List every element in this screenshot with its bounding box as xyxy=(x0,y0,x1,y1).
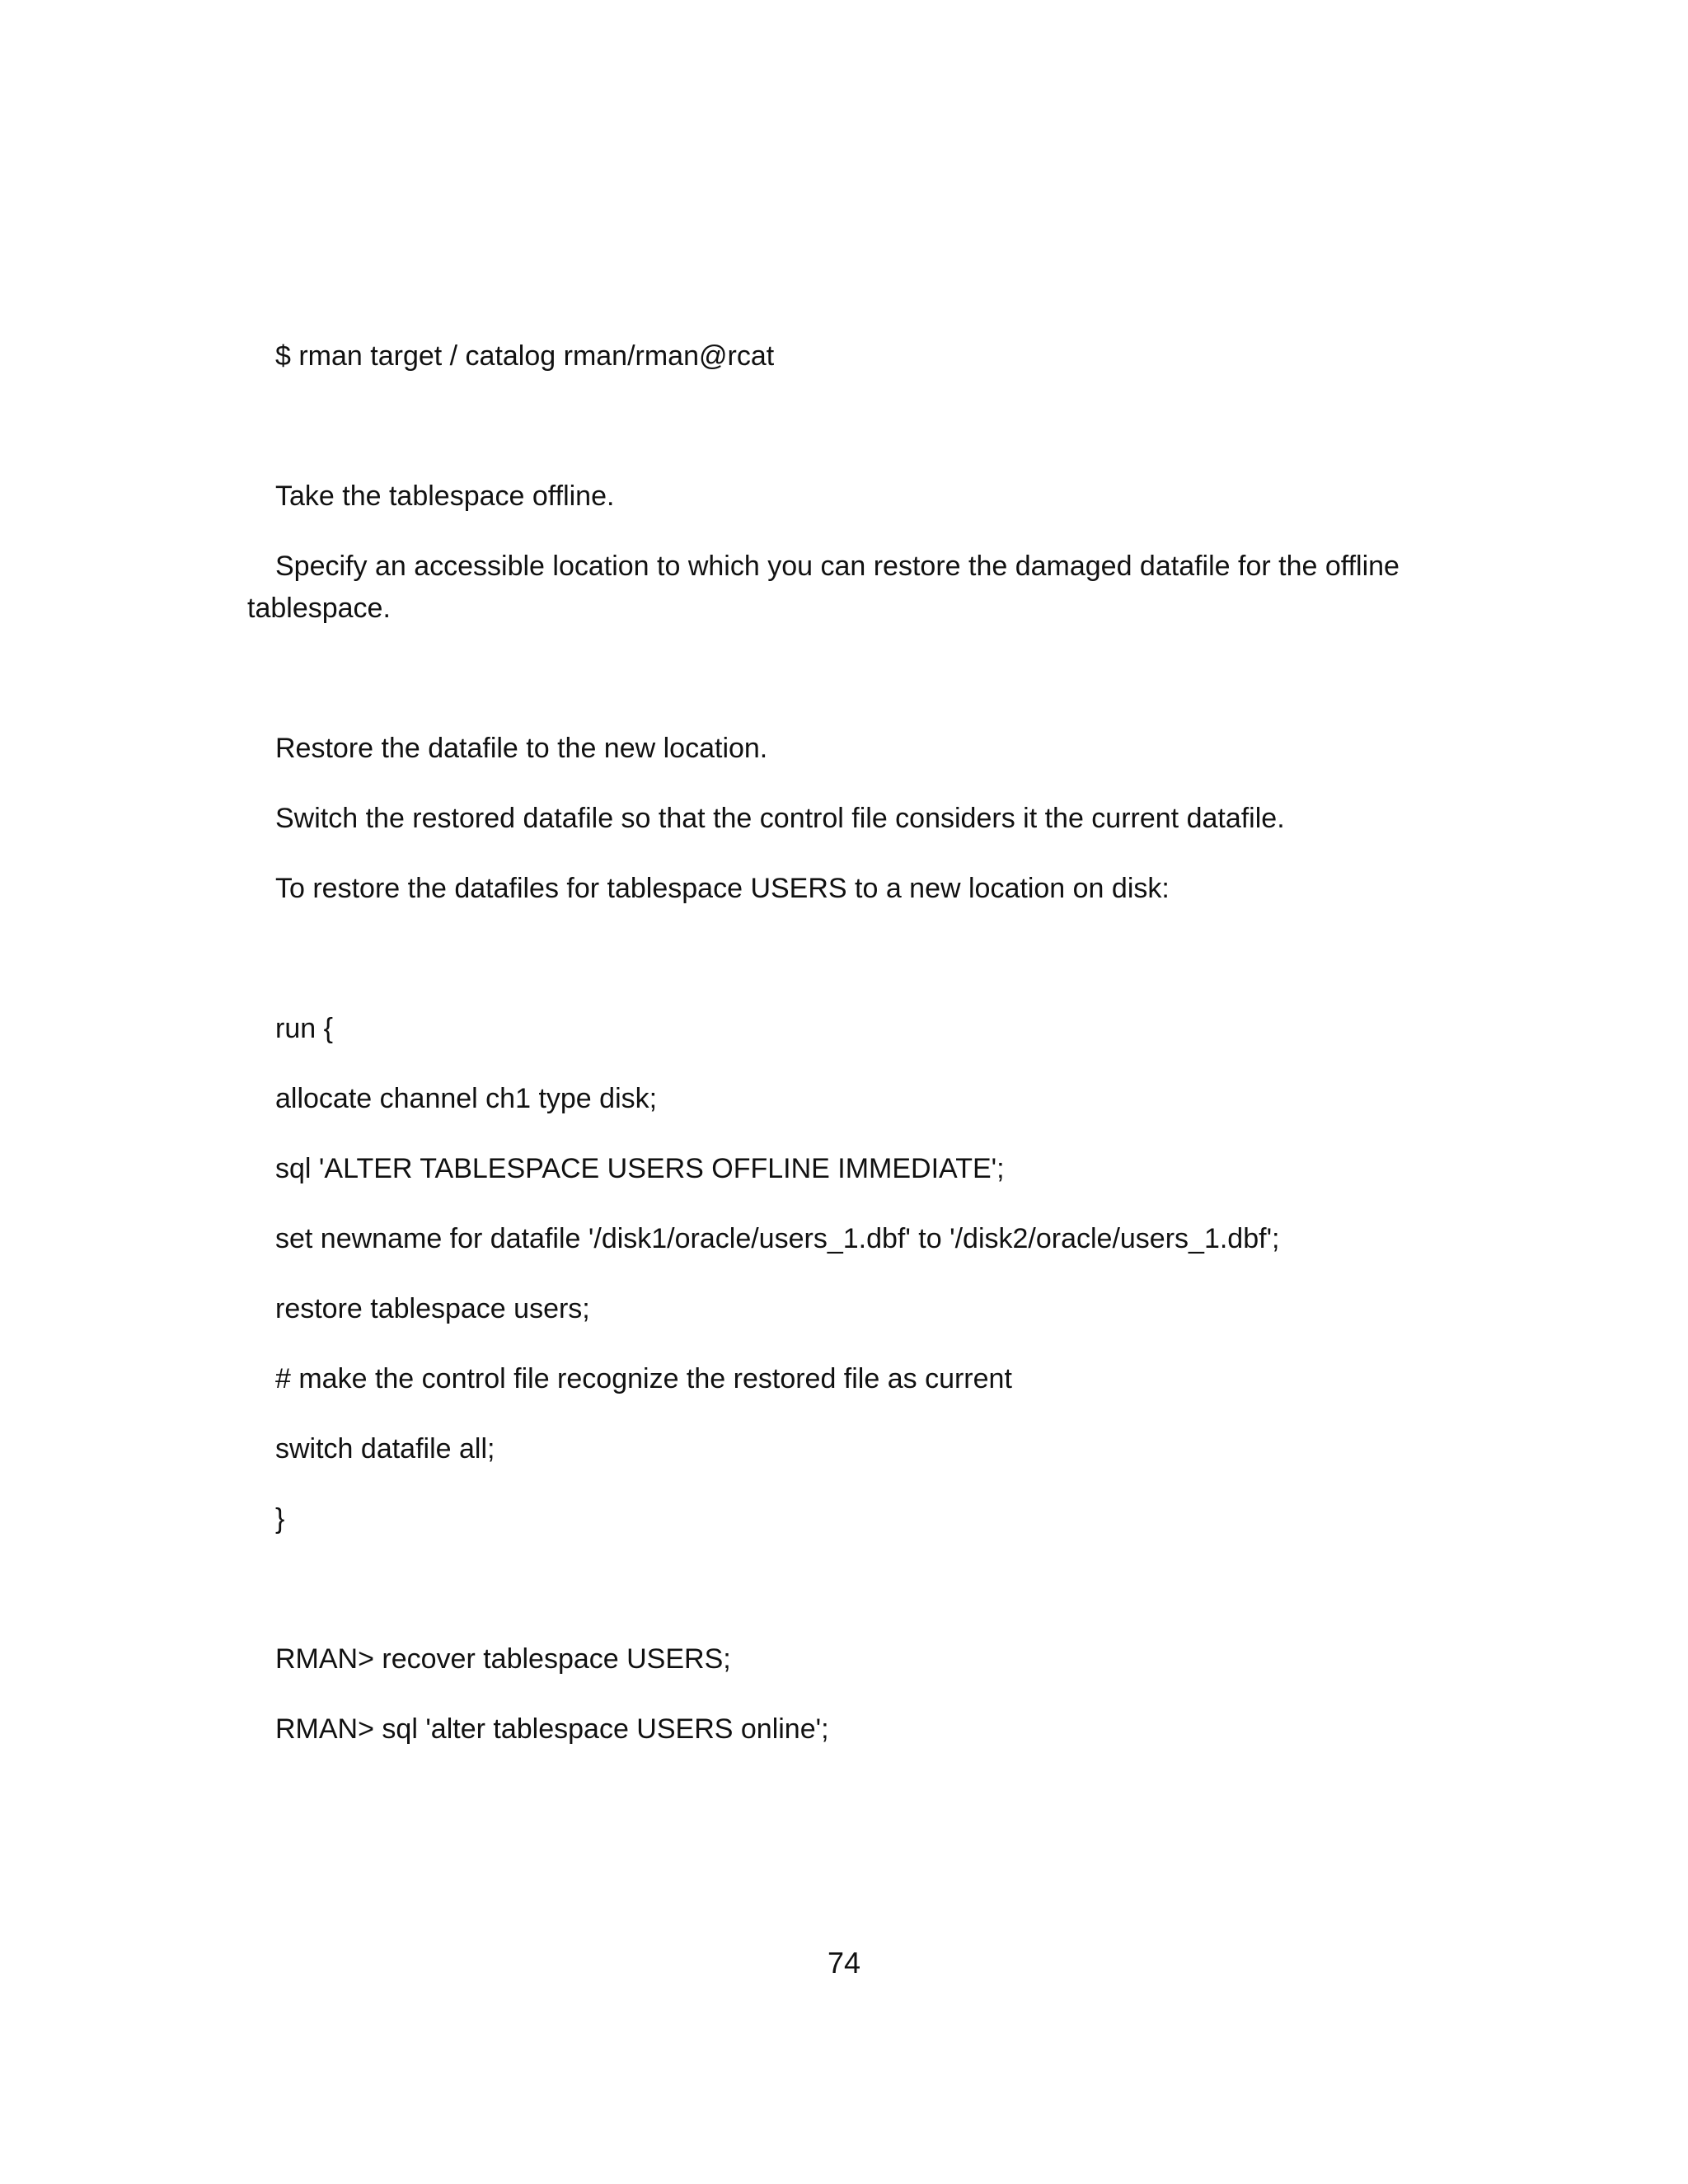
example-intro: To restore the datafiles for tablespace USERS to a new location on disk: xyxy=(275,873,1170,904)
code-comment: # make the control file recognize the restored file as current xyxy=(275,1363,1012,1394)
code-run-open: run { xyxy=(275,1013,333,1044)
rman-recover-command: RMAN> recover tablespace USERS; xyxy=(275,1643,731,1675)
step-switch-datafile: Switch the restored datafile so that the control file considers it the current datafile. xyxy=(275,803,1285,834)
rman-online-command: RMAN> sql 'alter tablespace USERS online'; xyxy=(275,1713,829,1745)
connect-command: $ rman target / catalog rman/rman@rcat xyxy=(275,340,775,372)
code-run-close: } xyxy=(275,1503,285,1535)
code-switch-datafile: switch datafile all; xyxy=(275,1433,495,1465)
page-number: 74 xyxy=(827,1946,861,1980)
code-set-newname: set newname for datafile '/disk1/oracle/users_1.dbf' to '/disk2/oracle/users_1.dbf'; xyxy=(275,1223,1280,1254)
step-specify-location-line1: Specify an accessible location to which you can restore the damaged datafile for the offline xyxy=(275,551,1400,582)
code-restore-tablespace: restore tablespace users; xyxy=(275,1293,590,1324)
step-take-offline: Take the tablespace offline. xyxy=(275,480,615,512)
code-sql-offline: sql 'ALTER TABLESPACE USERS OFFLINE IMMEDIATE'; xyxy=(275,1153,1005,1184)
code-allocate-channel: allocate channel ch1 type disk; xyxy=(275,1083,658,1114)
step-specify-location-line2: tablespace. xyxy=(247,593,391,624)
step-restore-datafile: Restore the datafile to the new location. xyxy=(275,733,768,764)
